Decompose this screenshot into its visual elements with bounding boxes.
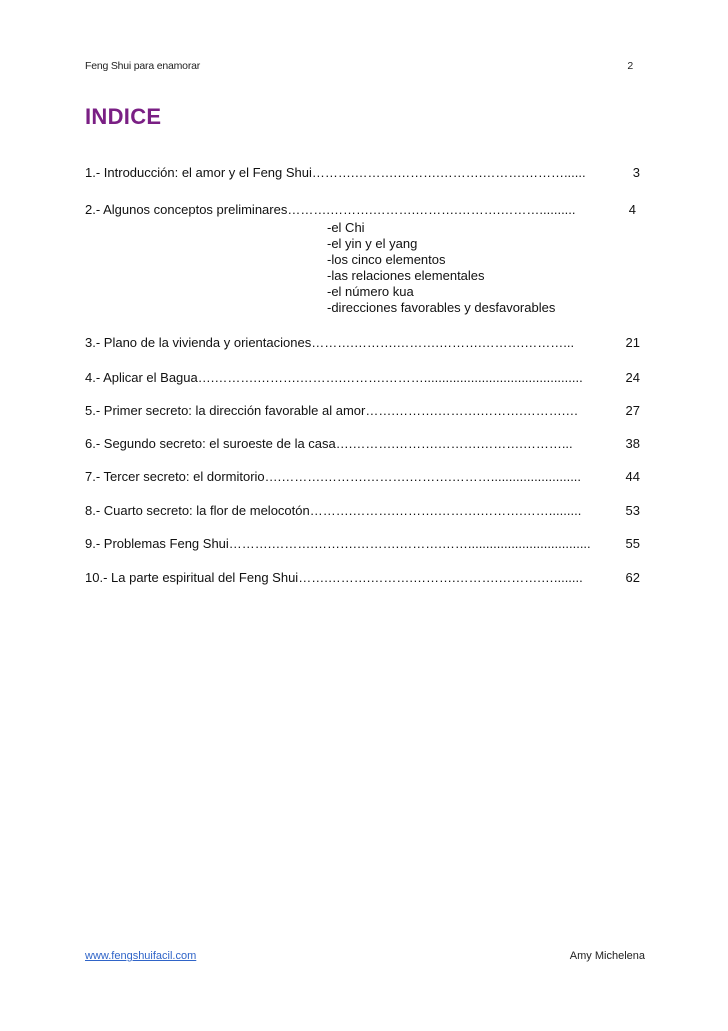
- toc-entry: [85, 435, 640, 452]
- toc-leader: ……….……….……….……….……….………......: [311, 165, 586, 180]
- toc-entry: [85, 201, 636, 218]
- toc-subtopic: -direcciones favorables y desfavorables: [327, 300, 556, 315]
- toc-leader: …….……….……….……….……….…: [365, 403, 579, 418]
- toc-subtopic: -los cinco elementos: [327, 252, 446, 267]
- toc-entry-title: 7.- Tercer secreto: el dormitorio: [85, 469, 265, 484]
- toc-entry: [85, 164, 640, 181]
- toc-subtopic: -el número kua: [327, 284, 414, 299]
- toc-entry: [85, 535, 640, 552]
- toc-page-number: 4: [628, 202, 636, 217]
- toc-page-number: 24: [625, 370, 640, 385]
- toc-page-number: 3: [632, 165, 640, 180]
- toc-page-number: 55: [625, 536, 640, 551]
- toc-subtopic: -el Chi: [327, 220, 365, 235]
- toc-entry-title: 9.- Problemas Feng Shui: [85, 536, 229, 551]
- toc-entry: [85, 334, 640, 351]
- author-name: Amy Michelena: [569, 950, 645, 962]
- toc-page-number: 27: [625, 403, 640, 418]
- toc-entry: [85, 569, 640, 586]
- toc-subtopic: -el yin y el yang: [327, 236, 418, 251]
- toc-entry-title: 4.- Aplicar el Bagua: [85, 370, 198, 385]
- running-header-title: Feng Shui para enamorar: [85, 60, 201, 72]
- toc-leader: ……….……….……….……….……….……..................................: [228, 536, 591, 551]
- toc-leader: ……….……….……….……….……….………..........: [287, 202, 576, 217]
- toc-entry-title: 5.- Primer secreto: la dirección favorable al amor: [85, 403, 366, 418]
- toc-leader: ….……….……….……….……….………...: [335, 436, 573, 451]
- toc-entry-title: 8.- Cuarto secreto: la flor de melocotón: [85, 503, 310, 518]
- toc-leader: …….……….……….……….……….……….…........: [298, 570, 583, 585]
- toc-entry-title: 2.- Algunos conceptos preliminares: [85, 202, 288, 217]
- page-title: INDICE: [85, 104, 162, 129]
- toc-leader: ….……….……….……….……….………............................................: [197, 370, 583, 385]
- toc-leader: ……….……….……….……….……….…….........: [309, 503, 582, 518]
- toc-page-number: 53: [625, 503, 640, 518]
- toc-entry-title: 3.- Plano de la vivienda y orientaciones: [85, 335, 312, 350]
- toc-leader: ….……….……….……….……….……….........................: [264, 469, 582, 484]
- toc-page-number: 44: [625, 469, 640, 484]
- toc-entry: [85, 369, 640, 386]
- toc-entry-title: 6.- Segundo secreto: el suroeste de la casa: [85, 436, 336, 451]
- toc-entry-title: 10.- La parte espiritual del Feng Shui: [85, 570, 299, 585]
- toc-entry: [85, 402, 640, 419]
- website-link[interactable]: www.fengshuifacil.com: [85, 950, 197, 962]
- toc-page-number: 62: [625, 570, 640, 585]
- toc-entry: [85, 502, 640, 519]
- toc-subtopic: -las relaciones elementales: [327, 268, 485, 283]
- toc-leader: ……….……….……….……….……….………...: [311, 335, 575, 350]
- toc-page-number: 21: [625, 335, 640, 350]
- toc-page-number: 38: [625, 436, 640, 451]
- toc-entry: [85, 468, 640, 485]
- header-page-number: 2: [627, 60, 633, 72]
- toc-entry-title: 1.- Introducción: el amor y el Feng Shui: [85, 165, 312, 180]
